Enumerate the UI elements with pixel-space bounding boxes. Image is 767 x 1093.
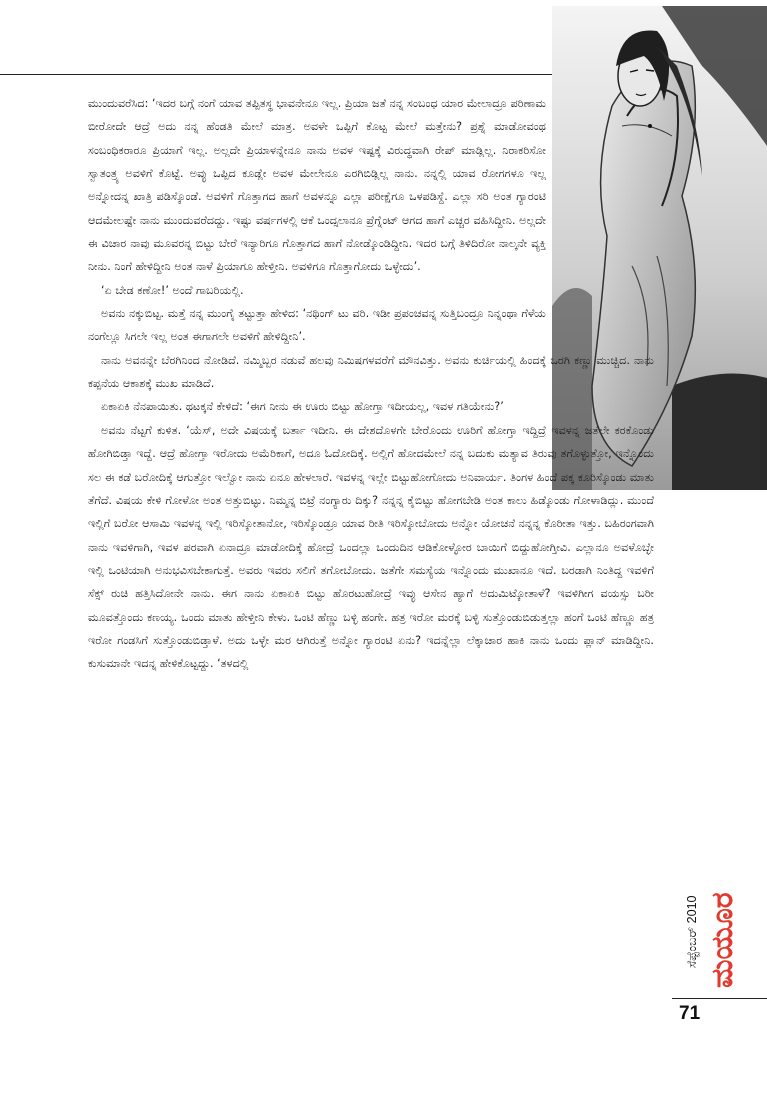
masthead-vertical [670, 828, 760, 988]
paragraph: ಮುಂದುವರೆಸಿದ: ‘ಇದರ ಬಗ್ಗೆ ನಂಗೆ ಯಾವ ತಪ್ಪಿತಸ್ಥ ಭಾವನೇನೂ ಇಲ್ಲ. ಪ್ರಿಯಾ ಜತೆ ನನ್ನ ಸಂಬಂಧ ಯಾರ ಮೇಲಾದ್ರೂ ಪರಿಣಾಮ ಬೀರೋದೇ ಆದ್ರೆ ಅದು ನನ್ನ ಹೆಂಡತಿ ಮೇಲೆ ಮಾತ್ರ. ಅವಳೇ ಒಪ್ಪಿಗೆ ಕೊಟ್ಟ ಮೇಲೆ ಮತ್ತೇನು? ಪ್ರಶ್ನೆ ಮಾಡೋವಂಥ ಸಂಬಂಧಿಕರಾರೂ ಪ್ರಿಯಾಗೆ ಇಲ್ಲ. ಅಲ್ಲದೇ ಪ್ರಿಯಾಳನ್ನೇನೂ ನಾನು ಅವಳ ಇಷ್ಟಕ್ಕೆ ವಿರುದ್ಧವಾಗಿ ರೇಪ್ ಮಾಡ್ಲಿಲ್ಲ. ನಿರಾಕರಿಸೋ ಸ್ವಾತಂತ್ರ್ಯ ಅವಳಿಗೆ ಕೊಟ್ಟೆ. ಅವ್ಳು ಒಪ್ಪಿದ ಕೂಡ್ಲೇ ಅವಳ ಮೇಲೇನೂ ಎರಗಿಬಿಡ್ಲಿಲ್ಲ ನಾನು. ನನ್ನಲ್ಲಿ ಯಾವ ರೋಗಗಳೂ ಇಲ್ಲ ಅನ್ನೋದನ್ನ ಖಾತ್ರಿ ಪಡಿಸ್ಕೊಂಡೆ. ಅವಳಿಗೆ ಗೊತ್ತಾಗದ ಹಾಗೆ ಅವಳನ್ನೂ ಎಲ್ಲಾ ಪರೀಕ್ಷೆಗೂ ಒಳಪಡಿಸ್ದೆ. ಎಲ್ಲಾ ಸರಿ ಅಂತ ಗ್ಯಾರಂಟಿ ಆದಮೇಲಷ್ಟೇ ನಾನು ಮುಂದುವರೆದದ್ದು. ಇಷ್ಟು ವರ್ಷಗಳಲ್ಲಿ ಆಕೆ ಒಂದ್ಸಲಾನೂ ಪ್ರೆಗ್ನೆಂಟ್ ಆಗದ ಹಾಗೆ ಎಚ್ಚರ ವಹಿಸಿದ್ದೀನಿ. ಅಲ್ಲದೇ ಈ ವಿಚಾರ ನಾವು ಮೂವರನ್ನ ಬಿಟ್ಟು ಬೇರೆ ಇನ್ಯಾರಿಗೂ ಗೊತ್ತಾಗದ ಹಾಗೆ ನೋಡ್ಕೊಂಡಿದ್ದೀನಿ. ಇದರ ಬಗ್ಗೆ ತಿಳಿದಿರೋ ನಾಲ್ಕನೇ ವ್ಯಕ್ತಿ ನೀನು. ನಿಂಗೆ ಹೇಳಿದ್ದೀನಿ ಅಂತ ನಾಳೆ ಪ್ರಿಯಾಗೂ ಹೇಳ್ತೀನಿ. ಅವಳಿಗೂ ಗೊತ್ತಾಗೋದು ಒಳ್ಳೇದು’. [88, 97, 546, 274]
paragraph: ಏಕಾಏಕಿ ನೆನಪಾಯಿತು. ಥಟಕ್ಕನೆ ಕೇಳಿದೆ: ‘ಈಗ ನೀನು ಈ ಊರು ಬಿಟ್ಟು ಹೋಗ್ತಾ ಇದೀಯಲ್ಲ, ಇವಳ ಗತಿಯೇನು?’ [101, 400, 504, 414]
paragraph: ಅವನು ನೆಟ್ಟಗೆ ಕುಳಿತ. ‘ಯೆಸ್, ಅದೇ ವಿಷಯಕ್ಕೆ ಬರ್ತಾ ಇದೀನಿ. ಈ ದೇಶದೊಳಗೇ ಬೇರೊಂದು ಊರಿಗೆ ಹೋಗ್ತಾ ಇದ್ದಿದ್ರೆ ಇವಳನ್ನ ಜತೆಲೇ ಕರಕೊಂಡು ಹೋಗಿಬಿಡ್ತಾ ಇದ್ದೆ. ಆದ್ರೆ ಹೋಗ್ತಾ ಇರೋದು ಅಮೆರಿಕಾಗೆ, ಅದೂ ಓದೋದಿಕ್ಕೆ. ಅಲ್ಲಿಗೆ ಹೋದಮೇಲೆ ನನ್ನ ಬದುಕು ಮತ್ಯಾವ ತಿರುವು ತಗೊಳ್ಳುತ್ತೋ, ಇನ್ನೊಂದು ಸಲ ಈ ಕಡೆ ಬರೋದಿಕ್ಕೆ ಆಗುತ್ತೋ ಇಲ್ವೋ ನಾನು ಏನೂ ಹೇಳಲಾರೆ. ಇವಳನ್ನ ಇಲ್ಲೇ ಬಿಟ್ಟುಹೋಗೋದು ಅನಿವಾರ್ಯ. ತಿಂಗಳ ಹಿಂದೆ ಪಕ್ಕ ಕೂರಿಸ್ಕೊಂಡು ಮಾತು ತೆಗೆದೆ. ವಿಷಯ ಕೇಳಿ ಗೋಳೋ ಅಂತ ಅತ್ತುಬಿಟ್ಳು. ನಿಮ್ಮನ್ನ ಬಿಟ್ರೆ ನಂಗ್ಯಾರು ದಿಕ್ಕು? ನನ್ನನ್ನ ಕೈಬಿಟ್ಟು ಹೋಗಬೇಡಿ ಅಂತ ಕಾಲು ಹಿಡ್ಕೊಂಡು ಗೋಳಾಡಿದ್ಲು. ಮುಂದೆ ಇಲ್ಲಿಗೆ ಬರೋ ಆಸಾಮಿ ಇವಳನ್ನ ಇಲ್ಲಿ ಇರಿಸ್ಕೋತಾನೋ, ಇರಿಸ್ಕೊಂಡ್ರೂ ಯಾವ ರೀತಿ ಇರಿಸ್ಕೋಬೋದು ಅನ್ನೋ ಯೋಚನೆ ನನ್ನನ್ನ ಕೊರೀತಾ ಇತ್ತು. ಬಹಿರಂಗವಾಗಿ ನಾನು ಇವಳಿಗಾಗಿ, ಇವಳ ಪರವಾಗಿ ಏನಾದ್ರೂ ಮಾಡೋದಿಕ್ಕೆ ಹೋದ್ರೆ ಒಂದಲ್ಲಾ ಒಂದುದಿನ ಆಡಿಕೋಳ್ಳೋರ ಬಾಯಿಗೆ ಬಿದ್ದುಹೋಗ್ತೀವಿ. ಎಲ್ಲಾನೂ ಅವಳೊಬ್ಳೇ ಇಲ್ಲಿ ಒಂಟಿಯಾಗಿ ಅನುಭವಿಸಬೇಕಾಗುತ್ತೆ. ಅವರು ಇವರು ಸಲಿಗೆ ತಗೋಬೋದು. ಜತೆಗೇ ಸಮಸ್ಯೆಯ ಇನ್ನೊಂದು ಮುಖಾನೂ ಇದೆ. ಬರಡಾಗಿ ನಿಂತಿದ್ದ ಇವಳಿಗೆ ಸೆಕ್ಸ್ ರುಚಿ ಹತ್ತಿಸಿದೋನೇ ನಾನು. ಈಗ ನಾನು ಏಕಾಏಕಿ ಬಿಟ್ಟು ಹೊರಟುಹೋದ್ರೆ ಇವ್ಳು ಆಸೇನ ಹ್ಯಾಗೆ ಅದುಮಿಟ್ಕೋತಾಳೆ? ಇವಳಿಗೀಗ ವಯಸ್ಸು ಬರೀ ಮೂವತ್ತೊಂದು ಕಣಯ್ಯ. ಒಂದು ಮಾತು ಹೇಳ್ತೀನಿ ಕೇಳು. ಒಂಟಿ ಹೆಣ್ಣು ಬಳ್ಳಿ ಹಂಗೇ. ಹತ್ರ ಇರೋ ಮರಕ್ಕೆ ಬಳ್ಳಿ ಸುತ್ತೊಂಡುಬಿಡುತ್ತಲ್ಲಾ ಹಂಗೆ ಒಂಟಿ ಹೆಣ್ಣೂ ಹತ್ರ ಇರೋ ಗಂಡಸಿಗೆ ಸುತ್ತೊಂಡುಬಿಡ್ತಾಳೆ. ಅದು ಒಳ್ಳೇ ಮರ ಆಗಿರುತ್ತೆ ಅನ್ನೋ ಗ್ಯಾರಂಟಿ ಏನು? ಇದನ್ನೆಲ್ಲಾ ಲೆಕ್ಕಾಚಾರ ಹಾಕಿ ನಾನು ಒಂದು ಪ್ಲಾನ್ ಮಾಡಿದ್ದೀನಿ. ಕುಸುಮಾನೇ ಇದನ್ನ ಹೇಳಿಕೊಟ್ಟದ್ದು. ‘ತಳದಲ್ಲಿ [88, 423, 654, 671]
page-number: 71 [679, 1003, 701, 1024]
story-body [88, 92, 654, 676]
masthead-title: ಮಯೂರ [705, 892, 740, 988]
masthead-issue-date: ಸೆಪ್ಟೆಂಬರ್ 2010 [685, 895, 699, 968]
header-rule [0, 74, 553, 75]
folio-rule [672, 998, 767, 999]
paragraph: ‘ಏ ಬೇಡ ಕಣೋ!’ ಅಂದೆ ಗಾಬರಿಯಲ್ಲಿ. [101, 283, 244, 297]
magazine-masthead [670, 828, 760, 988]
paragraph: ಅವನು ನಕ್ಕುಬಿಟ್ಟ. ಮತ್ತೆ ನನ್ನ ಮುಂಗೈ ತಟ್ಟುತ್ತಾ ಹೇಳಿದ: ‘ನಥಿಂಗ್ ಟು ವರಿ. ಇಡೀ ಪ್ರಪಂಚವನ್ನ ಸುತ್ತಿಬಂದ್ರೂ ನಿನ್ನಂಥಾ ಗೆಳೆಯ ನಂಗೆಲ್ಲೂ ಸಿಗಲೇ ಇಲ್ಲ ಅಂತ ಈಗಾಗಲೇ ಅವಳಿಗೆ ಹೇಳಿದ್ದೀನಿ’. [88, 307, 546, 344]
paragraph: ನಾನು ಅವನನ್ನೇ ಬೆರಗಿನಿಂದ ನೋಡಿದೆ. ನಮ್ಮಿಬ್ಬರ ನಡುವೆ ಹಲವು ನಿಮಿಷಗಳವರೆಗೆ ಮೌನವಿತ್ತು. ಅವನು ಕುರ್ಚಿಯಲ್ಲಿ ಹಿಂದಕ್ಕೆ ಒರಗಿ ಕಣ್ಣು ಮುಚ್ಚಿದ. ನಾನು ಕಪ್ಪನೆಯ ಆಕಾಶಕ್ಕೆ ಮುಖ ಮಾಡಿದೆ. [88, 353, 654, 391]
